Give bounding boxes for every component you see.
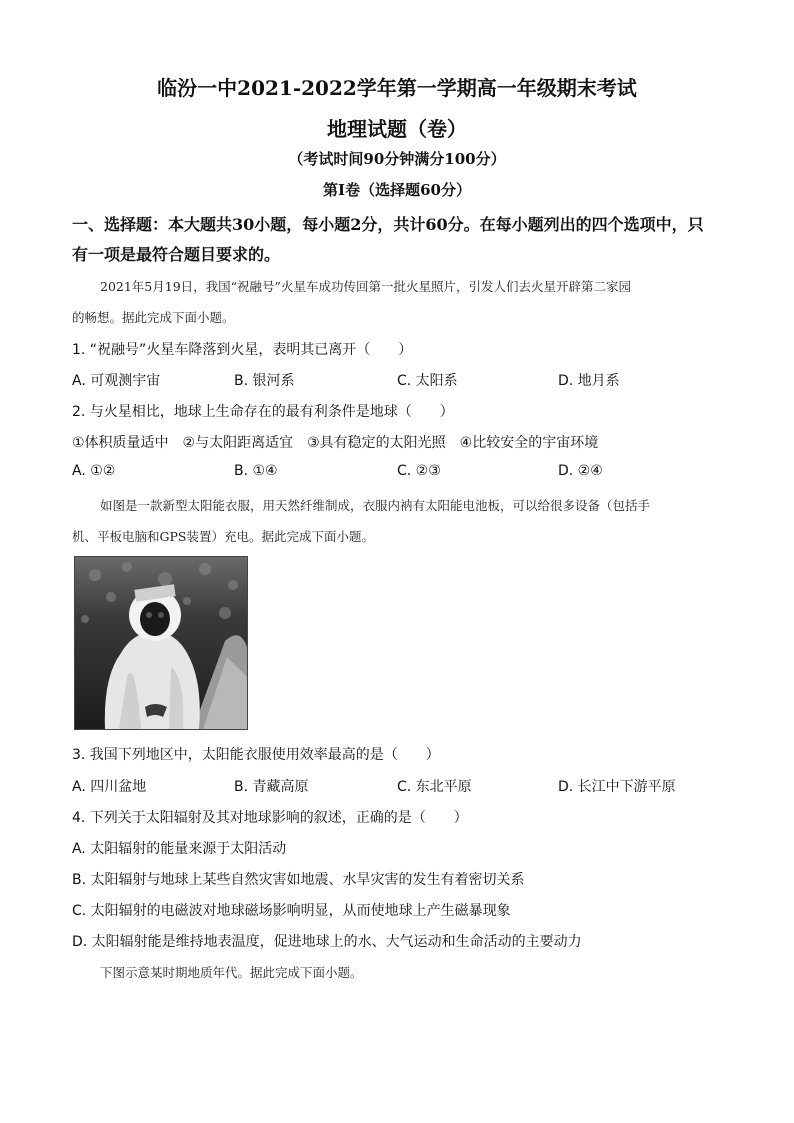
passage-1-line2: 的畅想。据此完成下面小题。 bbox=[72, 310, 235, 325]
option-a: A. 可观测宇宙 bbox=[72, 373, 161, 389]
option-a: A. ①② bbox=[72, 463, 116, 479]
option-d: D. ②④ bbox=[558, 463, 603, 479]
option-b: B. ①④ bbox=[234, 463, 278, 479]
section-instructions-line2: 有一项是最符合题目要求的。 bbox=[72, 245, 281, 264]
option-c: C. 太阳系 bbox=[397, 373, 458, 389]
passage-2-line1: 如图是一款新型太阳能衣服，用天然纤维制成，衣服内衲有太阳能电池板，可以给很多设备（包括手 bbox=[100, 498, 651, 513]
section-instructions-line1: 一、选择题：本大题共30小题，每小题2分，共计60分。在每小题列出的四个选项中，只 bbox=[72, 215, 704, 234]
question-4-stem: 4. 下列关于太阳辐射及其对地球影响的叙述，正确的是（ ） bbox=[72, 810, 468, 826]
question-4-option-c: C. 太阳辐射的电磁波对地球磁场影响明显，从而使地球上产生磁暴现象 bbox=[72, 903, 511, 919]
subject-title: 地理试题（卷） bbox=[327, 117, 467, 141]
question-4-option-a: A. 太阳辐射的能量来源于太阳活动 bbox=[72, 841, 287, 857]
question-2-options bbox=[72, 463, 732, 485]
option-b: B. 银河系 bbox=[234, 373, 295, 389]
solar-clothing-photo-image bbox=[75, 557, 247, 729]
option-d: D. 地月系 bbox=[558, 373, 620, 389]
solar-clothing-photo bbox=[74, 556, 248, 730]
question-1-options bbox=[72, 370, 732, 392]
exam-time-info: （考试时间90分钟满分100分） bbox=[288, 150, 506, 168]
question-4-option-b: B. 太阳辐射与地球上某些自然灾害如地震、水旱灾害的发生有着密切关系 bbox=[72, 872, 525, 888]
question-3-stem: 3. 我国下列地区中，太阳能衣服使用效率最高的是（ ） bbox=[72, 747, 440, 763]
part-heading: 第I卷（选择题60分） bbox=[323, 181, 471, 199]
question-2-conditions: ①体积质量适中 ②与太阳距离适宜 ③具有稳定的太阳光照 ④比较安全的宇宙环境 bbox=[72, 435, 599, 451]
passage-3-line1: 下图示意某时期地质年代。据此完成下面小题。 bbox=[100, 965, 363, 980]
question-2-stem: 2. 与火星相比，地球上生命存在的最有利条件是地球（ ） bbox=[72, 404, 454, 420]
option-a: A. 四川盆地 bbox=[72, 779, 147, 795]
option-d: D. 长江中下游平原 bbox=[558, 779, 676, 795]
question-1-stem: 1. “祝融号”火星车降落到火星，表明其已离开（ ） bbox=[72, 342, 413, 358]
option-b: B. 青藏高原 bbox=[234, 779, 309, 795]
question-4-option-d: D. 太阳辐射能是维持地表温度，促进地球上的水、大气运动和生命活动的主要动力 bbox=[72, 934, 582, 950]
option-c: C. 东北平原 bbox=[397, 779, 472, 795]
passage-1-line1: 2021年5月19日，我国“祝融号”火星车成功传回第一批火星照片，引发人们去火星开辟第二家园 bbox=[100, 279, 631, 294]
option-c: C. ②③ bbox=[397, 463, 441, 479]
exam-title: 临汾一中2021-2022学年第一学期高一年级期末考试 bbox=[157, 76, 637, 100]
question-3-options bbox=[72, 776, 732, 798]
passage-2-line2: 机、平板电脑和GPS装置）充电。据此完成下面小题。 bbox=[72, 529, 374, 544]
